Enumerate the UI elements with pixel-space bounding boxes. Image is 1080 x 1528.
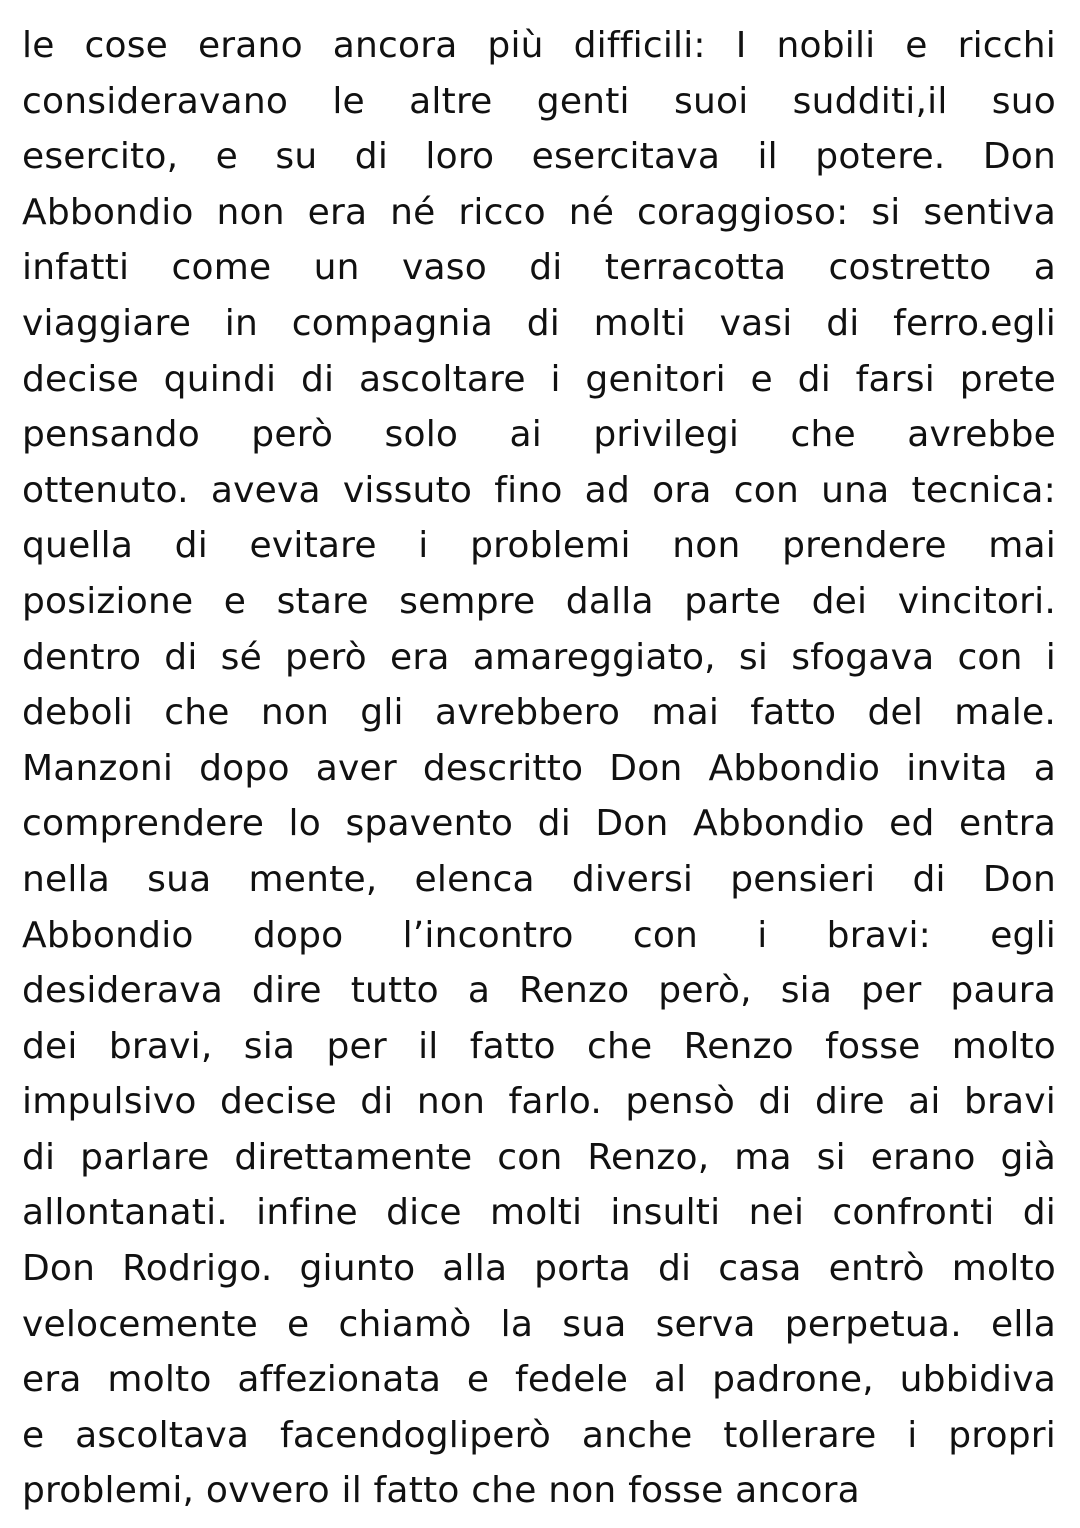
text-line-14: Manzoni dopo aver descritto Don Abbondio invita a <box>22 747 1056 789</box>
text-line-7: decise quindi di ascoltare i genitori e di farsi prete <box>22 358 1056 400</box>
text-line-10: quella di evitare i problemi non prendere mai <box>22 525 1056 567</box>
text-line-15: comprendere lo spavento di Don Abbondio ed entra <box>22 803 1056 845</box>
text-line-6: viaggiare in compagnia di molti vasi di ferro.egli <box>22 302 1056 344</box>
text-line-16: nella sua mente, elenca diversi pensieri di Don <box>22 858 1056 900</box>
text-line-4: Abbondio non era né ricco né coraggioso: si sentiva <box>22 191 1056 233</box>
document-page <box>22 18 1056 1519</box>
text-line-21: di parlare direttamente con Renzo, ma si erano già <box>22 1136 1056 1178</box>
text-line-9: ottenuto. aveva vissuto fino ad ora con una tecnica: <box>22 469 1056 511</box>
text-line-26: e ascoltava facendogliperò anche tollerare i propri <box>22 1414 1056 1456</box>
text-line-23: Don Rodrigo. giunto alla porta di casa entrò molto <box>22 1248 1056 1290</box>
text-line-25: era molto affezionata e fedele al padrone, ubbidiva <box>22 1359 1056 1401</box>
text-line-3: esercito, e su di loro esercitava il potere. Don <box>22 136 1056 178</box>
text-line-22: allontanati. infine dice molti insulti nei confronti di <box>22 1192 1056 1234</box>
text-line-12: dentro di sé però era amareggiato, si sfogava con i <box>22 636 1056 678</box>
text-line-5: infatti come un vaso di terracotta costretto a <box>22 247 1056 289</box>
text-line-18: desiderava dire tutto a Renzo però, sia per paura <box>22 970 1056 1012</box>
text-line-13: deboli che non gli avrebbero mai fatto del male. <box>22 692 1056 734</box>
text-line-1: le cose erano ancora più difficili: I nobili e ricchi <box>22 25 1056 66</box>
text-line-20: impulsivo decise di non farlo. pensò di dire ai bravi <box>22 1081 1056 1123</box>
text-line-24: velocemente e chiamò la sua serva perpetua. ella <box>22 1303 1056 1345</box>
text-line-19: dei bravi, sia per il fatto che Renzo fosse molto <box>22 1025 1056 1067</box>
text-line-2: consideravano le altre genti suoi sudditi,il suo <box>22 80 1056 122</box>
text-line-27: problemi, ovvero il fatto che non fosse ancora <box>22 1470 860 1512</box>
text-line-11: posizione e stare sempre dalla parte dei vincitori. <box>22 580 1056 622</box>
text-line-8: pensando però solo ai privilegi che avrebbe <box>22 414 1056 456</box>
text-line-17: Abbondio dopo l’incontro con i bravi: egli <box>22 914 1056 956</box>
